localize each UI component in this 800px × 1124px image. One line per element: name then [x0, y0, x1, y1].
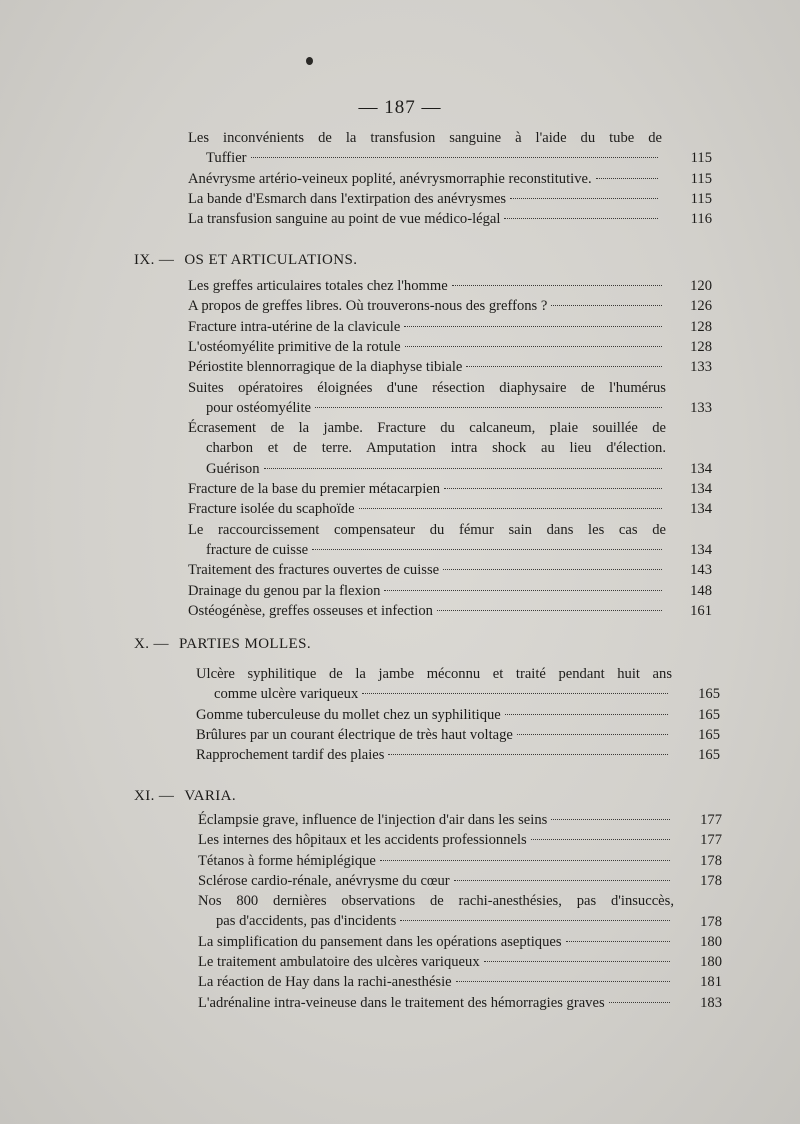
dot-leader — [400, 920, 670, 921]
page-reference: 115 — [690, 150, 712, 167]
dot-leader — [380, 860, 670, 861]
page-reference: 128 — [690, 318, 712, 335]
page-reference: 177 — [700, 812, 722, 828]
dot-leader — [388, 754, 668, 755]
entry-line — [198, 851, 674, 871]
toc-entry — [188, 337, 666, 357]
page-reference: 133 — [690, 359, 712, 376]
dot-leader — [454, 880, 670, 881]
entry-title-text: Drainage du genou par la flexion — [188, 582, 381, 599]
page-reference: 180 — [700, 954, 722, 971]
entry-line — [188, 276, 666, 296]
dot-leader — [405, 346, 662, 347]
toc-entry — [198, 891, 674, 932]
dot-leader — [517, 734, 668, 735]
entry-line — [196, 684, 672, 704]
entry-title-text: La réaction de Hay dans la rachi-anesthésie — [198, 974, 452, 991]
entry-title-text: La transfusion sanguine au point de vue médico-légal — [188, 211, 501, 228]
entry-title-text: Rapprochement tardif des plaies — [196, 747, 385, 764]
entry-line — [188, 169, 662, 189]
entry-title-text: Ostéogénèse, greffes osseuses et infection — [188, 602, 433, 619]
entry-title-text: Le traitement ambulatoire des ulcères variqueux — [198, 954, 480, 971]
page-reference: 115 — [690, 190, 712, 207]
page-reference: 116 — [690, 211, 712, 228]
toc-entry — [196, 745, 672, 765]
dot-leader — [384, 590, 662, 591]
entry-line — [188, 209, 662, 229]
toc-entry — [188, 357, 666, 377]
dot-leader — [510, 198, 658, 199]
toc-entry — [196, 725, 672, 745]
section-title: OS ET ARTICULATIONS. — [184, 252, 358, 268]
entry-title-text: Fracture intra-utérine de la clavicule — [188, 318, 401, 335]
toc-entry — [188, 560, 666, 580]
toc-entry — [188, 296, 666, 316]
dot-leader — [609, 1002, 670, 1003]
dot-leader — [312, 549, 662, 550]
dot-leader — [466, 366, 662, 367]
page-reference: 120 — [690, 278, 712, 294]
entry-title-text: Anévrysme artério-veineux poplité, anévrysmorraphie reconstitutive. — [188, 170, 592, 187]
entry-title-text: La simplification du pansement dans les opérations aseptiques — [198, 933, 562, 950]
toc-entry — [188, 128, 662, 169]
dot-leader — [444, 488, 662, 489]
entry-line — [188, 459, 666, 479]
entry-title-text: Les greffes articulaires totales chez l'homme — [188, 278, 448, 294]
dot-leader — [505, 714, 668, 715]
page-reference: 165 — [698, 706, 720, 723]
toc-entry — [188, 520, 666, 561]
entry-line — [188, 148, 662, 168]
toc-entry — [188, 418, 666, 479]
entry-title-text: Gomme tuberculeuse du mollet chez un syphilitique — [196, 706, 501, 723]
toc-entry — [198, 952, 674, 972]
page-reference: 180 — [700, 933, 722, 950]
toc-entry — [188, 209, 662, 229]
toc-entry — [198, 851, 674, 871]
page-reference: 161 — [690, 602, 712, 619]
section-number: IX. — — [134, 252, 175, 268]
section-title: VARIA. — [184, 788, 237, 804]
toc-entry — [188, 378, 666, 419]
entry-line — [198, 911, 674, 931]
toc-entry — [196, 705, 672, 725]
page-reference: 178 — [700, 852, 722, 869]
entry-title-text: Le raccourcissement compensateur du fémur sain dans les cas de — [188, 521, 666, 538]
entry-title-text: Éclampsie grave, influence de l'injection d'air dans les seins — [198, 812, 548, 828]
dot-leader — [531, 839, 670, 840]
dot-leader — [504, 218, 658, 219]
toc-entry — [188, 581, 666, 601]
page-reference: 177 — [700, 832, 722, 849]
page-reference: 165 — [698, 747, 720, 764]
toc-entry — [188, 601, 666, 621]
entry-title-text: Les internes des hôpitaux et les accidents professionnels — [198, 832, 527, 849]
toc-entry — [198, 993, 674, 1013]
entry-title-text: Écrasement de la jambe. Fracture du calcaneum, plaie souillée de — [188, 420, 666, 437]
entry-title-text: Tétanos à forme hémiplégique — [198, 852, 376, 869]
dot-leader — [437, 610, 662, 611]
toc-entry — [188, 169, 662, 189]
entry-title-text: Sclérose cardio-rénale, anévrysme du cœur — [198, 872, 450, 889]
dot-leader — [359, 508, 662, 509]
toc-entry — [188, 499, 666, 519]
page-reference: 133 — [690, 399, 712, 416]
page-reference: 165 — [698, 686, 720, 703]
page-reference: 134 — [690, 460, 712, 477]
dot-leader — [315, 407, 662, 408]
entry-line — [188, 560, 666, 580]
page-reference: 134 — [690, 501, 712, 518]
entry-title-text: Périostite blennorragique de la diaphyse tibiale — [188, 359, 463, 376]
entry-title-text: Fracture de la base du premier métacarpien — [188, 481, 441, 497]
entry-line — [198, 993, 674, 1013]
toc-entry — [198, 972, 674, 992]
entry-title-text: pour ostéomyélite — [206, 399, 311, 416]
page-reference: 134 — [690, 541, 712, 558]
entry-line — [188, 499, 666, 519]
dot-leader — [456, 981, 670, 982]
entry-title-text: L'adrénaline intra-veineuse dans le traitement des hémorragies graves — [198, 994, 605, 1011]
entry-line — [196, 725, 672, 745]
entry-line — [188, 398, 666, 418]
page-reference: 165 — [698, 726, 720, 743]
entry-line — [188, 581, 666, 601]
entry-title-text: La bande d'Esmarch dans l'extirpation des anévrysmes — [188, 190, 507, 207]
entry-title-text: Guérison — [206, 460, 260, 477]
page-number: — 187 — — [358, 97, 442, 118]
dot-leader — [566, 941, 670, 942]
toc-entry — [188, 189, 662, 209]
entry-line — [188, 317, 666, 337]
entry-title-text: Les inconvénients de la transfusion sanguine à l'aide du tube de — [188, 130, 662, 146]
entry-line — [198, 830, 674, 850]
section-heading — [134, 788, 236, 805]
entry-title-text: Ulcère syphilitique de la jambe méconnu et traité pendant huit ans — [196, 666, 672, 682]
entry-line — [188, 540, 666, 560]
entry-line — [188, 418, 666, 438]
page-reference: 126 — [690, 298, 712, 315]
page-reference: 178 — [700, 913, 722, 930]
page-reference: 178 — [700, 872, 722, 889]
page-reference: 134 — [690, 481, 712, 497]
entry-title-text: L'ostéomyélite primitive de la rotule — [188, 338, 401, 355]
entry-title-text: fracture de cuisse — [206, 541, 309, 558]
dot-leader — [362, 693, 668, 694]
dot-leader — [452, 285, 662, 286]
entry-title-text: charbon et de terre. Amputation intra shock au lieu d'élection. — [206, 440, 666, 457]
page-reference: 143 — [690, 562, 712, 579]
toc-entry — [188, 317, 666, 337]
dot-leader — [251, 157, 658, 158]
entry-title-text: Tuffier — [206, 150, 247, 167]
entry-line — [196, 664, 672, 684]
toc-entry — [188, 479, 666, 499]
entry-line — [188, 296, 666, 316]
entry-line — [188, 520, 666, 540]
entry-title-text: Brûlures par un courant électrique de très haut voltage — [196, 726, 513, 743]
entry-line — [198, 952, 674, 972]
entry-line — [198, 972, 674, 992]
toc-entry — [198, 932, 674, 952]
entry-title-text: pas d'accidents, pas d'incidents — [216, 913, 397, 930]
section-number: XI. — — [134, 788, 175, 804]
page-reference: 128 — [690, 338, 712, 355]
entry-line — [198, 932, 674, 952]
page-reference: 148 — [690, 582, 712, 599]
entry-line — [188, 357, 666, 377]
section-number: X. — — [134, 636, 169, 652]
entry-line — [188, 601, 666, 621]
entry-title-text: Traitement des fractures ouvertes de cuisse — [188, 562, 440, 579]
dot-leader — [551, 819, 670, 820]
entry-title-text: A propos de greffes libres. Où trouverons-nous des greffons ? — [188, 298, 548, 315]
entry-line — [188, 189, 662, 209]
toc-entry — [188, 276, 666, 296]
entry-line — [188, 479, 666, 499]
entry-line — [196, 705, 672, 725]
dot-leader — [484, 961, 670, 962]
dot-leader — [404, 326, 662, 327]
section-heading — [134, 636, 311, 653]
section-heading — [134, 252, 357, 269]
entry-line — [196, 745, 672, 765]
dot-leader — [264, 468, 662, 469]
entry-line — [188, 438, 666, 458]
entry-line — [188, 337, 666, 357]
page-reference: 183 — [700, 994, 722, 1011]
ink-speck — [306, 57, 313, 65]
entry-title-text: comme ulcère variqueux — [214, 686, 359, 703]
toc-entry — [198, 810, 674, 830]
entry-line — [198, 871, 674, 891]
entry-line — [198, 810, 674, 830]
entry-title-text: Fracture isolée du scaphoïde — [188, 501, 355, 518]
entry-title-text: Nos 800 dernières observations de rachi-anesthésies, pas d'insuccès, — [198, 893, 674, 910]
section-title: PARTIES MOLLES. — [178, 636, 312, 652]
entry-line — [198, 891, 674, 911]
page-reference: 181 — [700, 974, 722, 991]
dot-leader — [596, 178, 658, 179]
toc-entry — [198, 830, 674, 850]
entry-title-text: Suites opératoires éloignées d'une résection diaphysaire de l'humérus — [188, 379, 666, 396]
dot-leader — [443, 569, 662, 570]
entry-line — [188, 128, 662, 148]
page-reference: 115 — [690, 170, 712, 187]
dot-leader — [551, 305, 662, 306]
toc-entry — [198, 871, 674, 891]
toc-entry — [196, 664, 672, 705]
entry-line — [188, 378, 666, 398]
